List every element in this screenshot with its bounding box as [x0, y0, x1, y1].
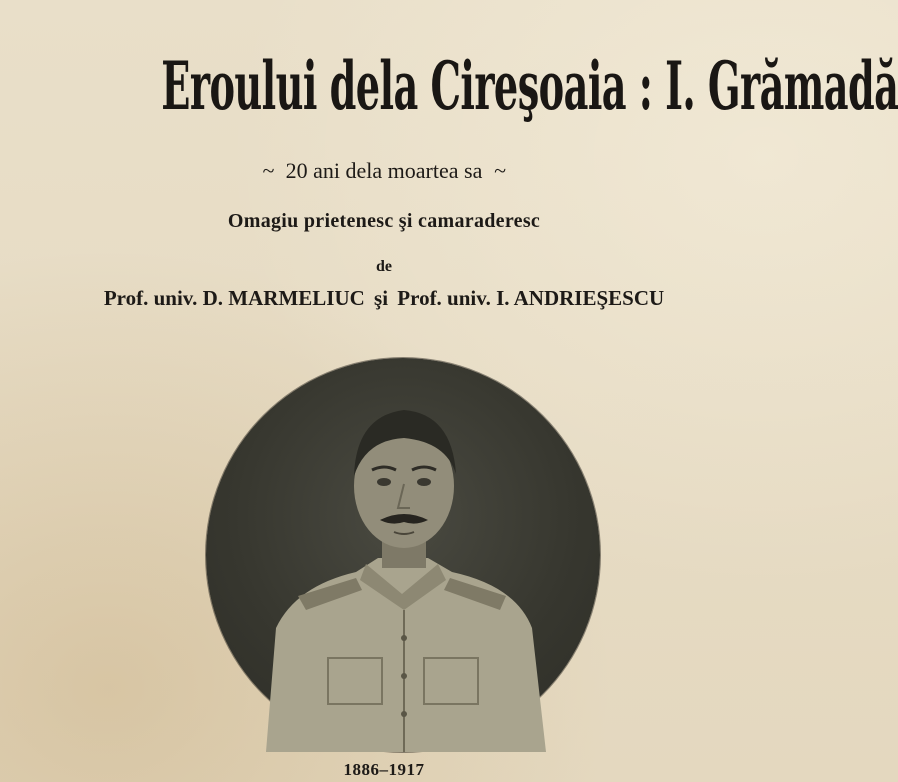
tribute-line: Omagiu prietenesc şi camaraderesc: [227, 210, 541, 232]
author-conjunction: şi: [374, 286, 389, 310]
tilde-ornament-left: ~: [262, 158, 275, 183]
tilde-ornament-right: ~: [493, 158, 506, 183]
uniform-shape: [266, 558, 546, 752]
soldier-portrait-illustration: [206, 358, 600, 752]
cover-title: Eroului dela Cireşoaia : I. Grămadă: [161, 47, 898, 125]
portrait-photo: [206, 358, 600, 752]
author-first: Prof. univ. D. MARMELIUC: [103, 286, 365, 310]
author-second: Prof. univ. I. ANDRIEŞESCU: [397, 286, 665, 310]
subtitle-text: 20 ani dela moartea sa: [285, 158, 483, 183]
authors-line: [0, 285, 768, 311]
life-years: 1886–1917: [343, 760, 425, 779]
cover-subtitle: [0, 158, 768, 184]
by-line: de: [376, 258, 392, 275]
